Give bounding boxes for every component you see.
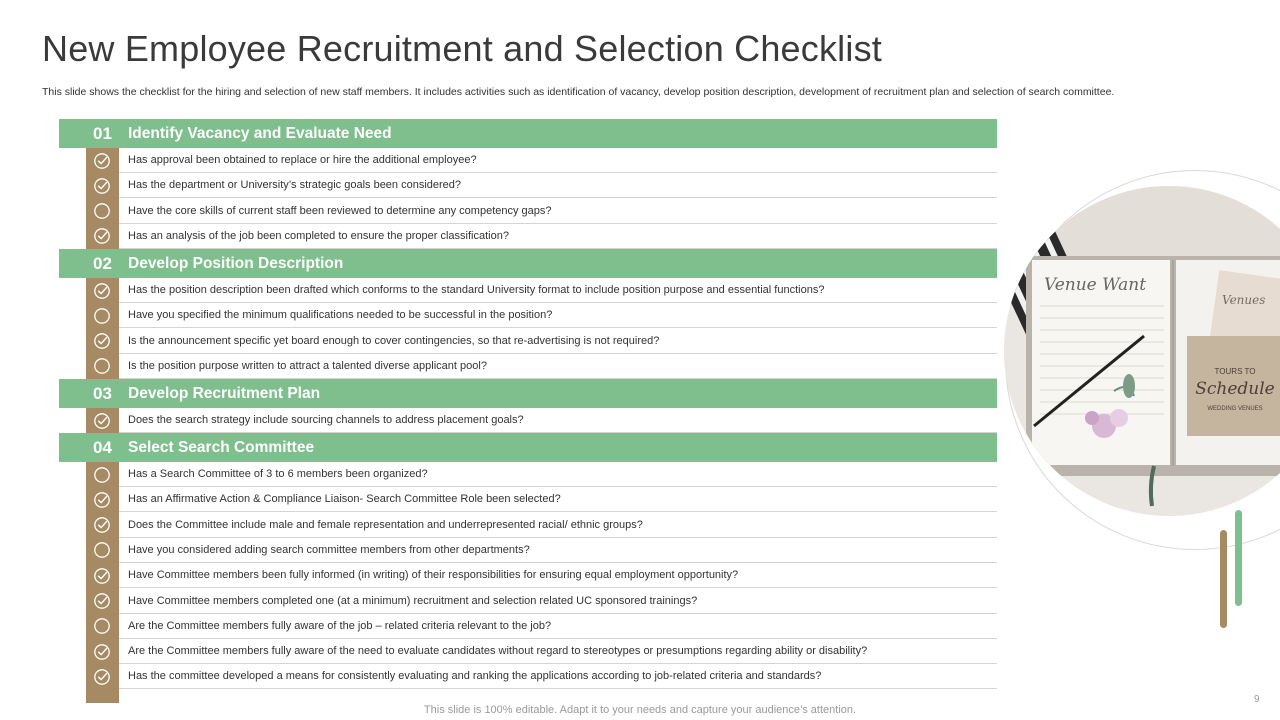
checklist-item [119,487,997,512]
checklist-item [119,199,997,224]
slide-title: New Employee Recruitment and Selection Checklist [42,28,882,69]
checklist-item [119,614,997,639]
accent-bar-brown [1220,530,1227,628]
section-title: Select Search Committee [128,438,315,456]
checklist-item-text: Does the search strategy include sourcing channels to address placement goals? [128,414,524,426]
section-number: 03 [93,383,112,403]
empty-circle-icon[interactable] [93,617,111,635]
checklist-item-text: Has the department or University’s strategic goals been considered? [128,179,462,192]
section-title: Identify Vacancy and Evaluate Need [128,124,392,142]
checklist-item-text: Have you considered adding search committee members from other departments? [128,543,530,556]
empty-circle-icon[interactable] [93,307,111,325]
checklist-item-text: Is the announcement specific yet board enough to cover contingencies, so that re-advertising is not required? [128,334,660,347]
checklist-item-text: Have Committee members completed one (at a minimum) recruitment and selection related UC sponsored trainings? [128,594,698,607]
checklist-item-text: Does the Committee include male and female representation and underrepresented racial/ ethnic groups? [128,518,643,531]
checked-circle-icon[interactable] [93,643,111,661]
checklist-item [119,354,997,379]
section-header-3 [59,379,997,408]
notebook-heading: Venue Want [1044,275,1147,295]
tours-card-line1: TOURS TO [1214,367,1256,376]
checklist-item-text: Has approval been obtained to replace or hire the additional employee? [128,154,477,166]
checklist-item [119,408,997,433]
checklist-item-text: Has the committee developed a means for consistently evaluating and ranking the applications according to job-related criteria and standards? [128,670,822,683]
slide-subtitle: This slide shows the checklist for the hiring and selection of new staff members. It includes activities such as identification of vacancy, develop position description, development of recruitment plan and selection of search committee. [42,86,1115,98]
checklist-item [119,563,997,588]
checklist-item [119,148,997,173]
empty-circle-icon[interactable] [93,357,111,375]
checklist-item [119,513,997,538]
checklist-item-text: Has an Affirmative Action & Compliance Liaison- Search Committee Role been selected? [128,493,561,506]
accent-bar-green [1235,510,1242,606]
checked-circle-icon[interactable] [93,567,111,585]
checked-circle-icon[interactable] [93,332,111,350]
checklist-item [119,538,997,563]
page-number: 9 [1254,694,1260,705]
checklist-item [119,639,997,664]
section-number: 04 [93,437,112,457]
tours-card-line3: WEDDING VENUES [1207,406,1263,412]
section-number: 01 [93,123,112,143]
checked-circle-icon[interactable] [93,177,111,195]
checklist-item-text: Are the Committee members fully aware of the job – related criteria relevant to the job? [128,619,552,632]
section-number: 02 [93,253,112,273]
checked-circle-icon[interactable] [93,668,111,686]
checklist-item-text: Has the position description been drafted which conforms to the standard University format to include position purpose and essential functions? [128,284,825,296]
empty-circle-icon[interactable] [93,466,111,484]
section-header-2 [59,249,997,278]
checklist-item [119,303,997,328]
checked-circle-icon[interactable] [93,282,111,300]
checklist-item-text: Has an analysis of the job been completed to ensure the proper classification? [128,229,509,242]
checklist-item-text: Are the Committee members fully aware of the need to evaluate candidates without regard to stereotypes or presumptions regarding ability or disability? [128,645,868,658]
footer-note: This slide is 100% editable. Adapt it to your needs and capture your audience’s attention. [423,704,857,716]
checklist-item-text: Have you specified the minimum qualifications needed to be successful in the position? [128,309,553,322]
checked-circle-icon[interactable] [93,152,111,170]
checklist-item [119,329,997,354]
checked-circle-icon[interactable] [93,592,111,610]
checked-circle-icon[interactable] [93,516,111,534]
checklist-item-text: Have Committee members been fully informed (in writing) of their responsibilities for ensuring equal employment opportunity? [128,569,739,582]
section-header-4 [59,433,997,462]
section-header-1 [59,119,997,148]
checklist-item [119,173,997,198]
checklist-item [119,278,997,303]
empty-circle-icon[interactable] [93,202,111,220]
checked-circle-icon[interactable] [93,491,111,509]
checklist-item-text: Is the position purpose written to attract a talented diverse applicant pool? [128,359,487,372]
section-title: Develop Position Description [128,254,344,272]
checklist-item [119,589,997,614]
checklist-item [119,664,997,689]
checklist-item [119,224,997,249]
checked-circle-icon[interactable] [93,227,111,245]
checklist-item [119,462,997,487]
checklist-item-text: Has a Search Committee of 3 to 6 members been organized? [128,468,428,480]
checked-circle-icon[interactable] [93,412,111,430]
empty-circle-icon[interactable] [93,541,111,559]
tours-card-line2: Schedule [1195,379,1275,399]
venues-card-label: Venues [1222,293,1266,307]
checklist-item-text: Have the core skills of current staff been reviewed to determine any competency gaps? [128,204,552,217]
section-title: Develop Recruitment Plan [128,384,321,402]
